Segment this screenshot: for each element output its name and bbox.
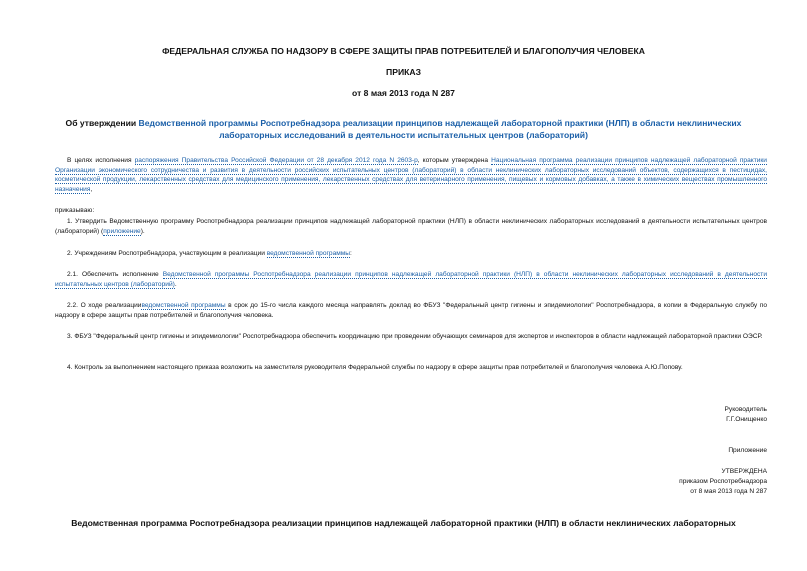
title-program-link-cont[interactable]: лабораторных исследований в деятельности испытательных центров (лабораторий) [219, 130, 588, 140]
appendix-link[interactable]: приложение [103, 227, 141, 235]
orders-line: приказываю: [55, 207, 95, 214]
date-number-heading: от 8 мая 2013 года N 287 [352, 88, 455, 98]
item-2-2-end: в срок до 15-го числа каждого месяца направлять доклад во ФБУЗ "Федеральный центр гигиены и эпидемиологии" Роспотребнадзора, в копии в Федеральную службу по надзору в сфере защиты прав потребителей и благополучия человека. [55, 302, 768, 319]
intro-text-3: , [90, 185, 93, 193]
item-1-text: 1. Утвердить Ведомственную программу Роспотребнадзора реализации принципов надлежащей лабораторной практики (НЛП) в области неклинических лабораторных исследований в деятельности испытательных центров (лабораторий) ( [55, 218, 767, 235]
item-2-1-text: 2.1. Обеспечить исполнение [67, 271, 163, 278]
appendix-by: приказом Роспотребнадзора [679, 478, 767, 485]
item-1 [55, 217, 767, 236]
item-2-1 [55, 270, 767, 289]
item-2 [55, 249, 767, 259]
item-2-text: 2. Учреждениям Роспотребнадзора, участвующим в реализации [67, 250, 267, 257]
item-2-2-text: 2.2. О ходе реализации [67, 302, 142, 309]
item-3 [55, 332, 767, 342]
signature-name: Г.Г.Онищенко [726, 416, 767, 423]
item-2-end: : [350, 250, 352, 257]
item-2-1-end: . [174, 280, 177, 288]
appendix-approved: УТВЕРЖДЕНА [721, 468, 767, 475]
appendix-date: от 8 мая 2013 года N 287 [690, 488, 767, 495]
government-order-link[interactable]: распоряжения Правительства Российской Федерации от 28 декабря 2012 года N 2603-р [134, 157, 418, 164]
item-2-2 [55, 301, 767, 320]
item-1-end: ). [140, 227, 145, 235]
intro-text-2: , которым утверждена [417, 157, 492, 164]
agency-heading: ФЕДЕРАЛЬНАЯ СЛУЖБА ПО НАДЗОРУ В СФЕРЕ ЗАЩИТЫ ПРАВ ПОТРЕБИТЕЛЕЙ И БЛАГОПОЛУЧИЯ ЧЕЛОВЕКА [162, 46, 645, 56]
document-title [40, 117, 767, 141]
item-3-text: 3. ФБУЗ "Федеральный центр гигиены и эпидемиологии" Роспотребнадзора обеспечить координацию при проведении обучающих семинаров для экспертов и инспекторов в области надлежащей лабораторной практики ОЭСР. [67, 333, 763, 340]
dept-program-link-1[interactable]: ведомственной программы [266, 250, 351, 257]
program-title: Ведомственная программа Роспотребнадзора реализации принципов надлежащей лабораторной практики (НЛП) в области неклинических лабораторных [71, 518, 736, 528]
signature-role: Руководитель [724, 406, 767, 413]
title-program-link[interactable]: Ведомственной программы Роспотребнадзора реализации принципов надлежащей лабораторной практики (НЛП) в области неклинических [138, 118, 742, 128]
dept-program-link-2[interactable]: ведомственной программы [141, 302, 226, 309]
doc-type-heading: ПРИКАЗ [386, 67, 421, 77]
item-4 [55, 363, 767, 373]
national-program-link[interactable]: Национальная программа реализации принципов надлежащей лабораторной практики Организации экономического сотрудничества и развития в деятельности российских испытательных центров (лабораторий) в области неклинических лабораторных исследований объектов, содержащихся в пестицидах, косметической продукции, лекарственных средствах для медицинского применения, лекарственных средствах для ветеринарного применения, пищевых и кормовых добавках, а также в химических веществах промышленного назначения [55, 157, 767, 193]
intro-paragraph [55, 156, 767, 194]
item-4-text: 4. Контроль за выполнением настоящего приказа возложить на заместителя руководителя Федеральной службы по надзору в сфере защиты прав потребителей и благополучия человека А.Ю.Попову. [67, 364, 683, 371]
title-prefix: Об утверждении [65, 118, 139, 128]
dept-program-full-link[interactable]: Ведомственной программы Роспотребнадзора реализации принципов надлежащей лабораторной практики (НЛП) в области неклинических лабораторных исследований в деятельности испытательных центров (лабораторий) [55, 271, 767, 288]
appendix-label: Приложение [728, 447, 767, 454]
intro-text-1: В целях исполнения [67, 157, 135, 164]
